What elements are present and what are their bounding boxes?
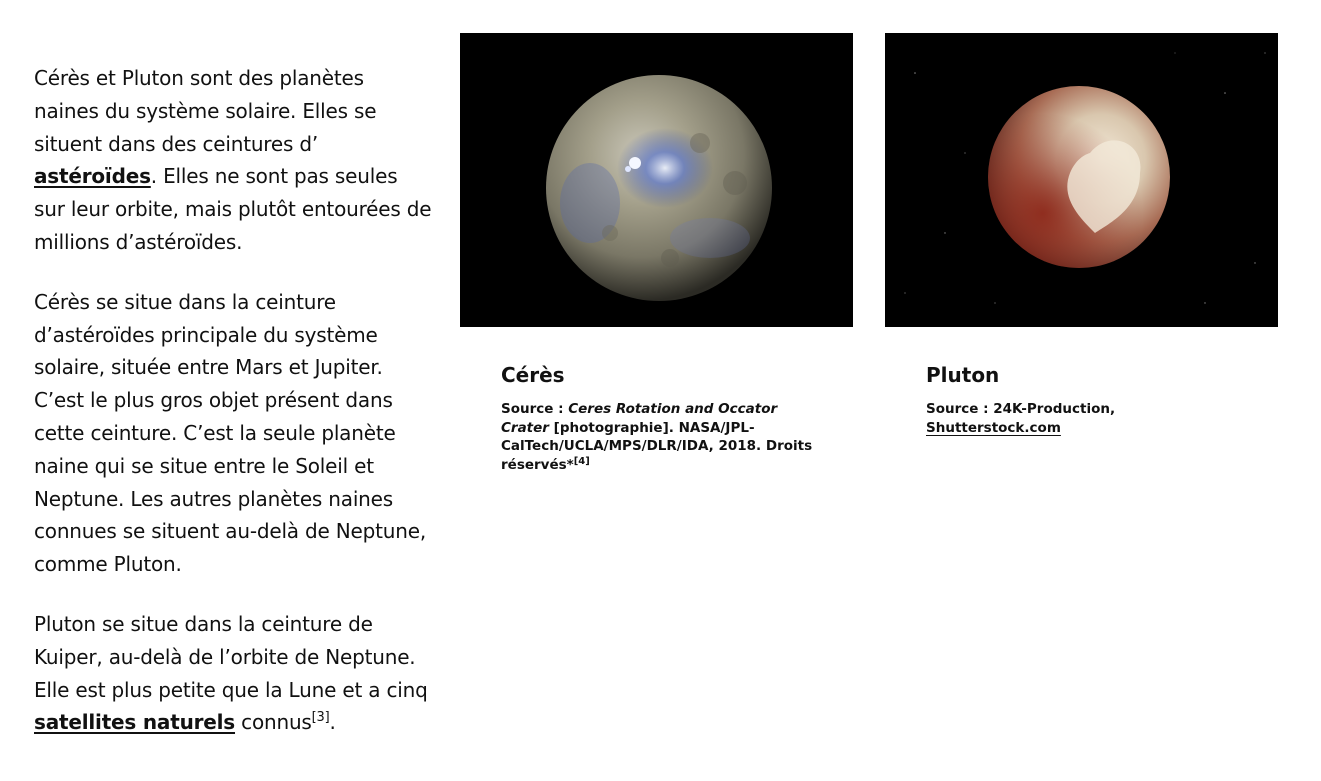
ceres-source-label: Source : <box>501 401 569 417</box>
paragraph-1 <box>34 62 434 259</box>
ceres-caption-source <box>501 400 820 474</box>
ceres-source-rest: [photographie]. NASA/JPL-CalTech/UCLA/MPS/DLR/IDA, 2018. Droits réservés* <box>501 419 813 473</box>
paragraph-1-text-a: Cérès et Pluton sont des planètes naines du système solaire. Elles se situent dans des ceintures d’ <box>34 66 377 156</box>
paragraph-3-end: . <box>329 710 336 735</box>
article-text <box>34 62 434 766</box>
pluto-figure <box>885 33 1278 437</box>
pluto-caption <box>885 327 1245 437</box>
paragraph-1-text-b: . Elles ne sont pas seules sur leur orbite, mais plutôt entourées de millions d’astéroïdes. <box>34 164 432 254</box>
ceres-figure <box>460 33 853 474</box>
paragraph-3-text-b: connus <box>235 710 312 735</box>
reference-3[interactable]: [3] <box>311 710 330 726</box>
paragraph-2: Cérès se situe dans la ceinture d’astéroïdes principale du système solaire, située entre Mars et Jupiter. C’est le plus gros objet présent dans cette ceinture. C’est la seule planète naine qui se situe entre le Soleil et Neptune. Les autres planètes naines connues se situent au-delà de Neptune, comme Pluton. <box>34 289 426 577</box>
paragraph-3 <box>34 608 434 739</box>
pluto-photo <box>885 33 1278 327</box>
ceres-source-title: Ceres Rotation and Occator Crater <box>501 401 778 436</box>
asteroides-link[interactable]: astéroïdes <box>34 164 151 189</box>
pluto-source-label: Source : 24K-Production, <box>926 401 1116 417</box>
pluto-caption-source <box>926 400 1245 437</box>
pluto-caption-title: Pluton <box>926 363 1000 387</box>
reference-4[interactable]: [4] <box>573 455 590 467</box>
ceres-photo <box>460 33 853 327</box>
ceres-caption <box>460 327 820 474</box>
shutterstock-link[interactable]: Shutterstock.com <box>926 419 1061 436</box>
paragraph-3-text-a: Pluton se situe dans la ceinture de Kuiper, au-delà de l’orbite de Neptune. Elle est plus petite que la Lune et a cinq <box>34 611 428 702</box>
ceres-caption-title: Cérès <box>501 363 565 387</box>
satellites-naturels-link[interactable]: satellites naturels <box>34 710 236 735</box>
